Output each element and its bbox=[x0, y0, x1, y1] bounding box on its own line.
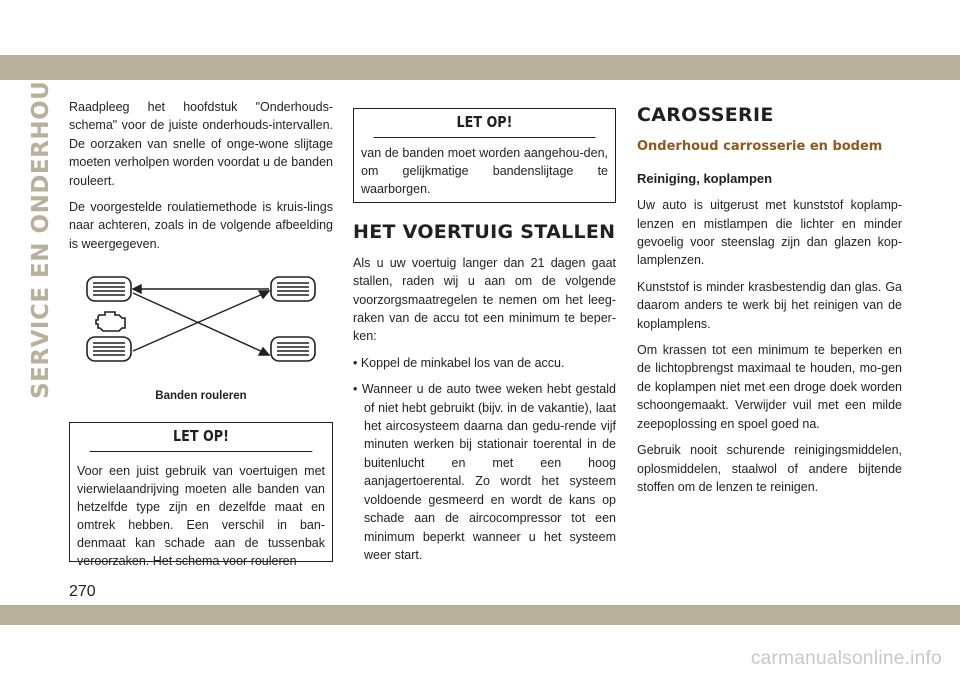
rotation-arrows bbox=[133, 285, 269, 355]
warning-text: van de banden moet worden aangehou-den, om gelijkmatige bandenslijtage te waarborgen. bbox=[361, 146, 608, 197]
paragraph: Kunststof is minder krasbestendig dan glas. Ga daarom anders te werk bij het reinigen van de koplamplens. bbox=[637, 279, 902, 331]
tire-rear-right bbox=[271, 337, 315, 361]
bullet-item: • Wanneer u de auto twee weken hebt gestald of niet hebt gebruikt (bijv. in de vakantie), laat het aircosysteem daarna dan gedu-rende vijf minuten werken bij stationair toerental in de buitenlucht en met een hoog aanjagertoerental. Zo wordt het systeem voldoende gesmeerd en wordt de kans op schade aan de aircocompressor tot een minimum beperkt wanneer u het systeem weer start. bbox=[353, 382, 616, 562]
paragraph: De voorgestelde roulatiemethode is kruis-lings naar achteren, zoals in de volgende afbeelding is weergegeven. bbox=[69, 200, 333, 251]
section-heading: CAROSSERIE bbox=[637, 104, 774, 126]
footer-band bbox=[0, 605, 960, 625]
tire-front-left bbox=[87, 277, 131, 301]
engine-icon bbox=[96, 312, 125, 331]
paragraph: Als u uw voertuig langer dan 21 dagen gaat stallen, raden wij u aan om de volgende voorzorgsmaatregelen te nemen om het leeg-raken van de accu tot een minimum te beper-ken: bbox=[353, 255, 616, 344]
figure-caption: Banden rouleren bbox=[155, 390, 247, 403]
header-band bbox=[0, 55, 960, 80]
watermark: carmanualsonline.info bbox=[750, 648, 942, 669]
bullet-item: • Koppel de minkabel los van de accu. bbox=[353, 355, 565, 370]
section-side-title: SERVICE EN ONDERHOUD bbox=[28, 61, 55, 399]
paragraph: Gebruik nooit schurende reinigingsmiddelen, oplosmiddelen, staalwol of andere bijtende stoffen om de lenzen te reinigen. bbox=[637, 443, 902, 494]
warning-title: LET OP! bbox=[374, 109, 596, 138]
tire-rotation-diagram bbox=[69, 273, 333, 381]
subsubsection-heading: Reiniging, koplampen bbox=[637, 170, 773, 186]
column-3 bbox=[637, 100, 902, 504]
page-number: 270 bbox=[69, 583, 96, 600]
tire-front-right bbox=[271, 277, 315, 301]
subsection-heading: Onderhoud carrosserie en bodem bbox=[637, 139, 883, 155]
warning-text: Voor een juist gebruik van voertuigen met vierwielaandrijving moeten alle banden van hetzelfde type zijn en dezelfde maat en omtrek hebben. Een verschil in ban-denmaat kan schade aan de tussenbak veroorzaken. Het schema voor rouleren bbox=[77, 464, 325, 569]
section-heading: HET VOERTUIG STALLEN bbox=[353, 221, 616, 244]
paragraph: Uw auto is uitgerust met kunststof koplamp-lenzen en mistlampen die lichter en minder gevoelig voor steenslag zijn dan glazen kop-lamplenzen. bbox=[637, 198, 902, 268]
warning-box-continued bbox=[353, 108, 616, 203]
tire-rear-left bbox=[87, 337, 131, 361]
warning-box bbox=[69, 422, 333, 569]
warning-title: LET OP! bbox=[90, 423, 313, 452]
tire-rotation-figure bbox=[69, 273, 333, 381]
column-1 bbox=[69, 98, 333, 569]
paragraph: Raadpleeg het hoofdstuk "Onderhouds-schema" voor de juiste onderhouds-intervallen. De oorzaken van snelle of onge-wone slijtage moeten verholpen worden voordat u de banden rouleert. bbox=[69, 100, 333, 188]
column-2 bbox=[353, 108, 616, 572]
paragraph: Om krassen tot een minimum te beperken en de lichtopbrengst maximaal te houden, mo-gen de koplampen niet met een droge doek worden schoongemaakt. Verwijder vuil met een milde zeepoplossing en spoel goed na. bbox=[637, 343, 902, 431]
